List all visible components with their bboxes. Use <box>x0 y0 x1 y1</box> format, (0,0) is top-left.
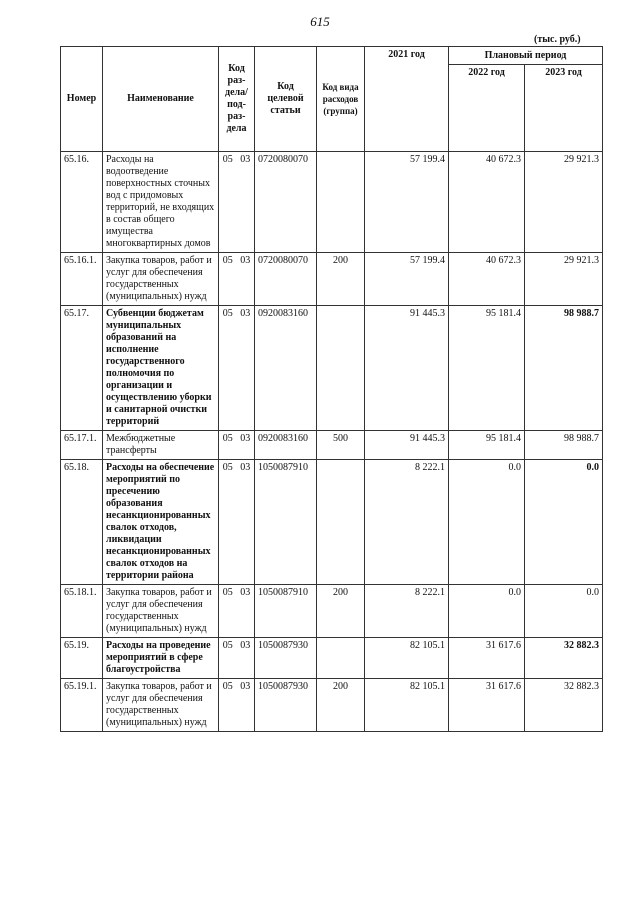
cell-2023: 0.0 <box>525 460 603 585</box>
cell-expense-type <box>317 638 365 679</box>
cell-name: Субвенции бюджетам муниципальных образований на исполнение государственного полномочия по организации и осуществлению уборки и санитарной очистки территорий <box>103 306 219 431</box>
cell-2023: 98 988.7 <box>525 431 603 460</box>
cell-2021: 8 222.1 <box>365 460 449 585</box>
header-year-2021: 2021 год <box>365 47 449 152</box>
header-expense-type-code: Код вида расходов (группа) <box>317 47 365 152</box>
cell-expense-type <box>317 306 365 431</box>
cell-target-code: 0720080070 <box>255 253 317 306</box>
cell-number: 65.19.1. <box>61 679 103 732</box>
table-row <box>61 306 603 431</box>
cell-section-code <box>219 306 255 431</box>
cell-name: Расходы на обеспечение мероприятий по пресечению образования несанкционированных свалок отходов, ликвидации несанкционированных свалок отходов на территории района <box>103 460 219 585</box>
cell-2022: 40 672.3 <box>449 253 525 306</box>
cell-2022: 31 617.6 <box>449 679 525 732</box>
header-planning-period: Плановый период <box>449 47 603 65</box>
cell-2021: 82 105.1 <box>365 638 449 679</box>
cell-number: 65.17.1. <box>61 431 103 460</box>
header-number: Номер <box>61 47 103 152</box>
table-row <box>61 431 603 460</box>
cell-expense-type <box>317 152 365 253</box>
cell-target-code: 1050087930 <box>255 638 317 679</box>
subsection-code: 03 <box>240 308 251 319</box>
page-number: 615 <box>310 14 330 29</box>
cell-name: Межбюджетные трансферты <box>103 431 219 460</box>
table-row <box>61 253 603 306</box>
cell-target-code: 1050087910 <box>255 585 317 638</box>
cell-section-code <box>219 638 255 679</box>
cell-2022: 0.0 <box>449 460 525 585</box>
cell-2022: 40 672.3 <box>449 152 525 253</box>
cell-name: Закупка товаров, работ и услуг для обеспечения государственных (муниципальных) нужд <box>103 253 219 306</box>
cell-target-code: 0720080070 <box>255 152 317 253</box>
header-section-code: Код раз- дела/ под- раз- дела <box>219 47 255 152</box>
table-row <box>61 638 603 679</box>
table-row <box>61 679 603 732</box>
cell-2022: 95 181.4 <box>449 431 525 460</box>
cell-target-code: 1050087910 <box>255 460 317 585</box>
cell-section-code <box>219 679 255 732</box>
section-code: 05 <box>222 154 233 165</box>
cell-number: 65.17. <box>61 306 103 431</box>
cell-2023: 32 882.3 <box>525 638 603 679</box>
cell-name: Расходы на проведение мероприятий в сфере благоустройства <box>103 638 219 679</box>
table-row <box>61 585 603 638</box>
cell-target-code: 0920083160 <box>255 431 317 460</box>
cell-name: Расходы на водоотведение поверхностных сточных вод с придомовых территорий, не входящих в состав общего имущества многоквартирных домов <box>103 152 219 253</box>
cell-number: 65.18.1. <box>61 585 103 638</box>
cell-number: 65.16. <box>61 152 103 253</box>
section-code: 05 <box>222 681 233 692</box>
section-code: 05 <box>222 308 233 319</box>
subsection-code: 03 <box>240 462 251 473</box>
cell-2022: 0.0 <box>449 585 525 638</box>
cell-section-code <box>219 253 255 306</box>
cell-expense-type <box>317 460 365 585</box>
cell-name: Закупка товаров, работ и услуг для обеспечения государственных (муниципальных) нужд <box>103 679 219 732</box>
cell-2022: 95 181.4 <box>449 306 525 431</box>
cell-section-code <box>219 431 255 460</box>
subsection-code: 03 <box>240 640 251 651</box>
cell-number: 65.19. <box>61 638 103 679</box>
cell-2021: 57 199.4 <box>365 253 449 306</box>
cell-2023: 98 988.7 <box>525 306 603 431</box>
subsection-code: 03 <box>240 255 251 266</box>
cell-expense-type: 200 <box>317 679 365 732</box>
section-code: 05 <box>222 433 233 444</box>
subsection-code: 03 <box>240 681 251 692</box>
cell-target-code: 1050087930 <box>255 679 317 732</box>
cell-2021: 82 105.1 <box>365 679 449 732</box>
cell-2021: 8 222.1 <box>365 585 449 638</box>
cell-2023: 29 921.3 <box>525 253 603 306</box>
cell-section-code <box>219 460 255 585</box>
section-code: 05 <box>222 462 233 473</box>
subsection-code: 03 <box>240 587 251 598</box>
section-code: 05 <box>222 640 233 651</box>
cell-2023: 0.0 <box>525 585 603 638</box>
header-year-2022: 2022 год <box>449 65 525 152</box>
header-year-2023: 2023 год <box>525 65 603 152</box>
cell-expense-type: 500 <box>317 431 365 460</box>
cell-section-code <box>219 585 255 638</box>
section-code: 05 <box>222 255 233 266</box>
cell-number: 65.18. <box>61 460 103 585</box>
header-name: Наименование <box>103 47 219 152</box>
cell-section-code <box>219 152 255 253</box>
header-target-code: Код целевой статьи <box>255 47 317 152</box>
cell-expense-type: 200 <box>317 253 365 306</box>
budget-table <box>60 46 603 732</box>
cell-2023: 32 882.3 <box>525 679 603 732</box>
cell-name: Закупка товаров, работ и услуг для обеспечения государственных (муниципальных) нужд <box>103 585 219 638</box>
cell-target-code: 0920083160 <box>255 306 317 431</box>
cell-2022: 31 617.6 <box>449 638 525 679</box>
cell-expense-type: 200 <box>317 585 365 638</box>
units-label: (тыс. руб.) <box>534 34 581 45</box>
cell-2021: 91 445.3 <box>365 306 449 431</box>
table-row <box>61 152 603 253</box>
cell-2023: 29 921.3 <box>525 152 603 253</box>
subsection-code: 03 <box>240 154 251 165</box>
cell-2021: 91 445.3 <box>365 431 449 460</box>
subsection-code: 03 <box>240 433 251 444</box>
cell-number: 65.16.1. <box>61 253 103 306</box>
table-row <box>61 460 603 585</box>
section-code: 05 <box>222 587 233 598</box>
cell-2021: 57 199.4 <box>365 152 449 253</box>
